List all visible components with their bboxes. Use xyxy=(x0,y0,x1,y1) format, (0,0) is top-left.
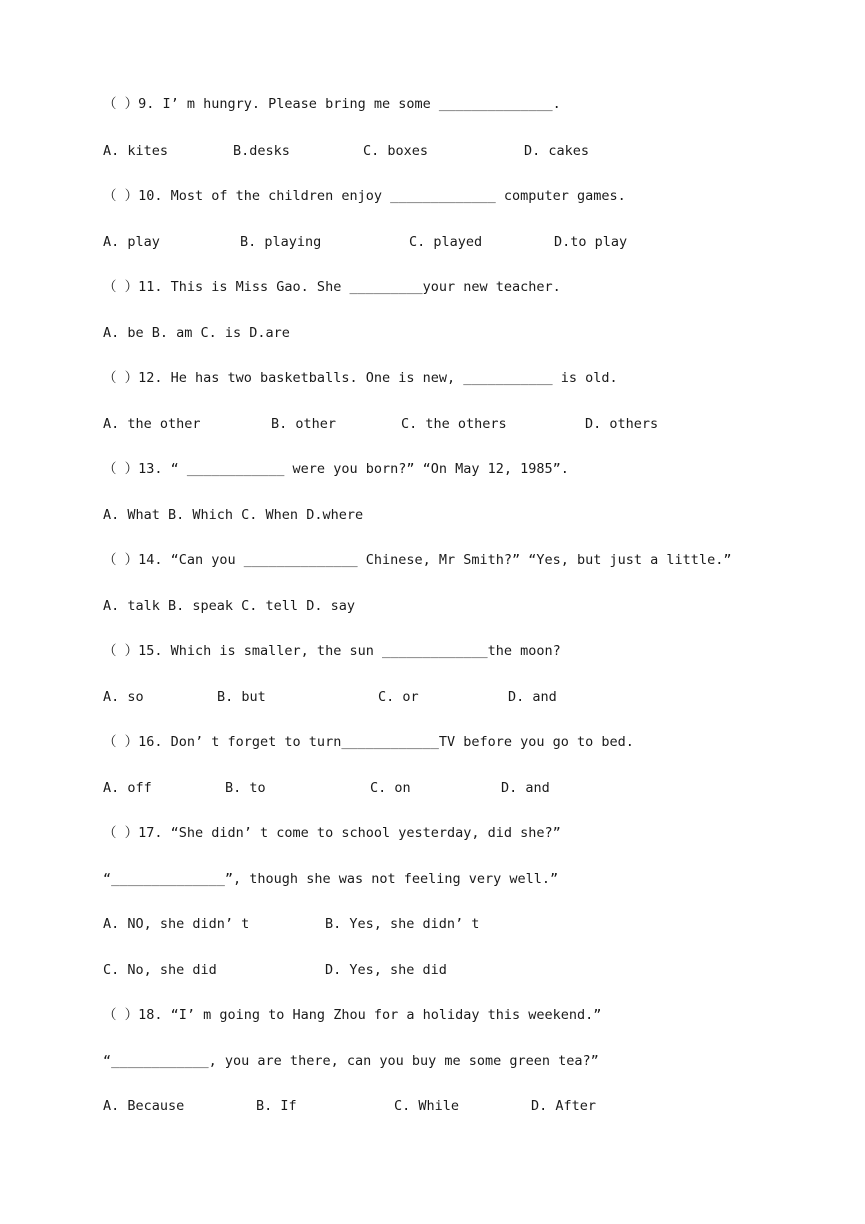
question-15-stem: （ ）15. Which is smaller, the sun _____________the moon? xyxy=(103,643,561,659)
question-13-stem: （ ）13. “ ____________ were you born?” “On May 12, 1985”. xyxy=(103,461,569,477)
question-16-stem: （ ）16. Don’ t forget to turn____________TV before you go to bed. xyxy=(103,734,634,750)
question-12-option-d: D. others xyxy=(585,416,659,432)
question-13-options: A. What B. Which C. When D.where xyxy=(103,507,364,523)
question-15-option-a: A. so xyxy=(103,689,144,705)
question-17-option-b: B. Yes, she didn’ t xyxy=(325,916,480,932)
question-14-stem: （ ）14. “Can you ______________ Chinese, Mr Smith?” “Yes, but just a little.” xyxy=(103,552,732,568)
question-18-option-c: C. While xyxy=(394,1098,460,1114)
question-9-option-d: D. cakes xyxy=(524,143,590,159)
question-12-option-b: B. other xyxy=(271,416,337,432)
question-12-option-a: A. the other xyxy=(103,416,201,432)
question-15-option-c: C. or xyxy=(378,689,419,705)
question-17-option-a: A. NO, she didn’ t xyxy=(103,916,250,932)
question-18-response: “____________, you are there, can you buy me some green tea?” xyxy=(103,1053,599,1069)
question-9-stem: （ ）9. I’ m hungry. Please bring me some ______________. xyxy=(103,96,561,112)
question-17-option-d: D. Yes, she did xyxy=(325,962,447,978)
question-10-option-a: A. play xyxy=(103,234,160,250)
question-17-option-c: C. No, she did xyxy=(103,962,217,978)
question-18-option-b: B. If xyxy=(256,1098,297,1114)
question-15-option-d: D. and xyxy=(508,689,557,705)
question-14-options: A. talk B. speak C. tell D. say xyxy=(103,598,355,614)
question-12-stem: （ ）12. He has two basketballs. One is new, ___________ is old. xyxy=(103,370,618,386)
question-10-option-c: C. played xyxy=(409,234,483,250)
question-12-option-c: C. the others xyxy=(401,416,507,432)
question-11-options: A. be B. am C. is D.are xyxy=(103,325,290,341)
question-10-option-d: D.to play xyxy=(554,234,628,250)
question-11-stem: （ ）11. This is Miss Gao. She _________your new teacher. xyxy=(103,279,561,295)
question-16-option-c: C. on xyxy=(370,780,411,796)
question-18-option-a: A. Because xyxy=(103,1098,185,1114)
question-16-option-d: D. and xyxy=(501,780,550,796)
question-17-stem: （ ）17. “She didn’ t come to school yesterday, did she?” xyxy=(103,825,561,841)
question-18-option-d: D. After xyxy=(531,1098,597,1114)
question-15-option-b: B. but xyxy=(217,689,266,705)
question-10-option-b: B. playing xyxy=(240,234,322,250)
question-17-response: “______________”, though she was not feeling very well.” xyxy=(103,871,559,887)
question-9-option-a: A. kites xyxy=(103,143,169,159)
question-9-option-b: B.desks xyxy=(233,143,290,159)
question-10-stem: （ ）10. Most of the children enjoy _____________ computer games. xyxy=(103,188,626,204)
question-18-stem: （ ）18. “I’ m going to Hang Zhou for a holiday this weekend.” xyxy=(103,1007,602,1023)
question-9-option-c: C. boxes xyxy=(363,143,429,159)
question-16-option-a: A. off xyxy=(103,780,152,796)
question-16-option-b: B. to xyxy=(225,780,266,796)
